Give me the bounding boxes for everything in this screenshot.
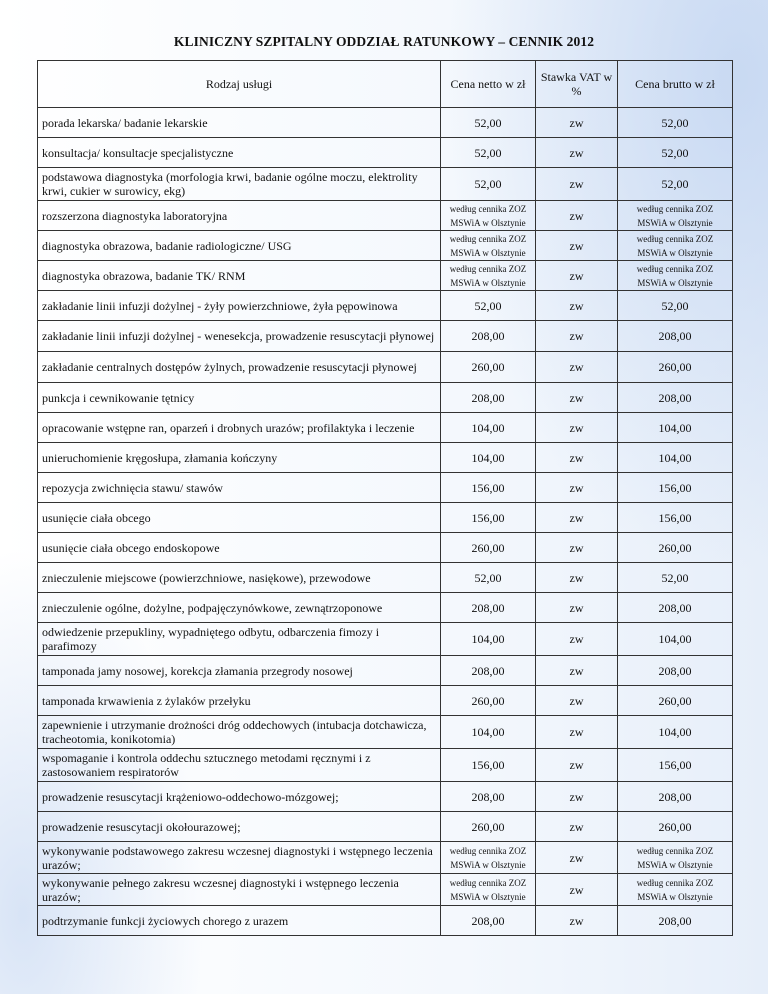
table-row xyxy=(38,138,733,168)
table-row xyxy=(38,291,733,321)
header-net-price: Cena netto w zł xyxy=(441,61,536,108)
vat-rate: zw xyxy=(536,261,618,291)
vat-rate: zw xyxy=(536,108,618,138)
vat-rate: zw xyxy=(536,749,618,782)
service-name: prowadzenie resuscytacji okołourazowej; xyxy=(38,812,441,842)
vat-rate: zw xyxy=(536,383,618,413)
gross-price: 260,00 xyxy=(618,352,733,383)
table-row xyxy=(38,874,733,906)
table-row xyxy=(38,812,733,842)
gross-price: według cennika ZOZ MSWiA w Olsztynie xyxy=(618,842,733,874)
table-row xyxy=(38,716,733,749)
gross-price: 208,00 xyxy=(618,906,733,936)
gross-price: według cennika ZOZ MSWiA w Olsztynie xyxy=(618,874,733,906)
vat-rate: zw xyxy=(536,473,618,503)
table-row xyxy=(38,906,733,936)
gross-price: 156,00 xyxy=(618,473,733,503)
header-gross-price: Cena brutto w zł xyxy=(618,61,733,108)
net-price: 156,00 xyxy=(441,503,536,533)
service-name: opracowanie wstępne ran, oparzeń i drobnych urazów; profilaktyka i leczenie xyxy=(38,413,441,443)
vat-rate: zw xyxy=(536,291,618,321)
net-price: 260,00 xyxy=(441,812,536,842)
vat-rate: zw xyxy=(536,623,618,656)
gross-price: 208,00 xyxy=(618,383,733,413)
table-header-row xyxy=(38,61,733,108)
net-price: 52,00 xyxy=(441,291,536,321)
table-row xyxy=(38,623,733,656)
table-row xyxy=(38,383,733,413)
table-row xyxy=(38,593,733,623)
gross-price: 156,00 xyxy=(618,749,733,782)
service-name: tamponada jamy nosowej, korekcja złamania przegrody nosowej xyxy=(38,656,441,686)
net-price: według cennika ZOZ MSWiA w Olsztynie xyxy=(441,261,536,291)
gross-price: 52,00 xyxy=(618,138,733,168)
header-vat-rate: Stawka VAT w % xyxy=(536,61,618,108)
vat-rate: zw xyxy=(536,201,618,231)
net-price: 208,00 xyxy=(441,321,536,352)
vat-rate: zw xyxy=(536,906,618,936)
net-price: 52,00 xyxy=(441,563,536,593)
net-price: 104,00 xyxy=(441,413,536,443)
gross-price: 208,00 xyxy=(618,782,733,812)
net-price: 52,00 xyxy=(441,108,536,138)
net-price: 208,00 xyxy=(441,782,536,812)
table-row xyxy=(38,686,733,716)
net-price: 208,00 xyxy=(441,656,536,686)
vat-rate: zw xyxy=(536,443,618,473)
service-name: znieczulenie miejscowe (powierzchniowe, nasiękowe), przewodowe xyxy=(38,563,441,593)
service-name: diagnostyka obrazowa, badanie TK/ RNM xyxy=(38,261,441,291)
service-name: zapewnienie i utrzymanie drożności dróg oddechowych (intubacja dotchawicza, tracheotomia, konikotomia) xyxy=(38,716,441,749)
service-name: znieczulenie ogólne, dożylne, podpajęczynówkowe, zewnątrzoponowe xyxy=(38,593,441,623)
service-name: repozycja zwichnięcia stawu/ stawów xyxy=(38,473,441,503)
net-price: 52,00 xyxy=(441,168,536,201)
service-name: odwiedzenie przepukliny, wypadniętego odbytu, odbarczenia fimozy i parafimozy xyxy=(38,623,441,656)
table-row xyxy=(38,261,733,291)
vat-rate: zw xyxy=(536,874,618,906)
price-table xyxy=(37,60,733,936)
table-row xyxy=(38,563,733,593)
net-price: 52,00 xyxy=(441,138,536,168)
table-row xyxy=(38,168,733,201)
net-price: według cennika ZOZ MSWiA w Olsztynie xyxy=(441,874,536,906)
table-row xyxy=(38,473,733,503)
gross-price: 52,00 xyxy=(618,168,733,201)
service-name: podtrzymanie funkcji życiowych chorego z urazem xyxy=(38,906,441,936)
table-row xyxy=(38,656,733,686)
gross-price: 104,00 xyxy=(618,413,733,443)
service-name: podstawowa diagnostyka (morfologia krwi, badanie ogólne moczu, elektrolity krwi, cukier w surowicy, ekg) xyxy=(38,168,441,201)
table-row xyxy=(38,108,733,138)
service-name: zakładanie centralnych dostępów żylnych, prowadzenie resuscytacji płynowej xyxy=(38,352,441,383)
service-name: wykonywanie pełnego zakresu wczesnej diagnostyki i wstępnego leczenia urazów; xyxy=(38,874,441,906)
service-name: tamponada krwawienia z żylaków przełyku xyxy=(38,686,441,716)
service-name: rozszerzona diagnostyka laboratoryjna xyxy=(38,201,441,231)
service-name: usunięcie ciała obcego xyxy=(38,503,441,533)
vat-rate: zw xyxy=(536,656,618,686)
net-price: według cennika ZOZ MSWiA w Olsztynie xyxy=(441,201,536,231)
net-price: 260,00 xyxy=(441,533,536,563)
vat-rate: zw xyxy=(536,782,618,812)
vat-rate: zw xyxy=(536,138,618,168)
vat-rate: zw xyxy=(536,533,618,563)
gross-price: 260,00 xyxy=(618,686,733,716)
gross-price: 52,00 xyxy=(618,563,733,593)
net-price: 104,00 xyxy=(441,623,536,656)
service-name: zakładanie linii infuzji dożylnej - wenesekcja, prowadzenie resuscytacji płynowej xyxy=(38,321,441,352)
net-price: 104,00 xyxy=(441,443,536,473)
gross-price: według cennika ZOZ MSWiA w Olsztynie xyxy=(618,201,733,231)
gross-price: 208,00 xyxy=(618,656,733,686)
gross-price: 208,00 xyxy=(618,593,733,623)
service-name: punkcja i cewnikowanie tętnicy xyxy=(38,383,441,413)
service-name: wykonywanie podstawowego zakresu wczesnej diagnostyki i wstępnego leczenia urazów; xyxy=(38,842,441,874)
net-price: 208,00 xyxy=(441,383,536,413)
table-row xyxy=(38,231,733,261)
table-row xyxy=(38,413,733,443)
net-price: 208,00 xyxy=(441,906,536,936)
service-name: diagnostyka obrazowa, badanie radiologiczne/ USG xyxy=(38,231,441,261)
service-name: unieruchomienie kręgosłupa, złamania kończyny xyxy=(38,443,441,473)
gross-price: 104,00 xyxy=(618,716,733,749)
net-price: 260,00 xyxy=(441,686,536,716)
table-row xyxy=(38,321,733,352)
net-price: według cennika ZOZ MSWiA w Olsztynie xyxy=(441,842,536,874)
table-row xyxy=(38,749,733,782)
gross-price: 260,00 xyxy=(618,533,733,563)
vat-rate: zw xyxy=(536,352,618,383)
service-name: wspomaganie i kontrola oddechu sztucznego metodami ręcznymi i z zastosowaniem respiratorów xyxy=(38,749,441,782)
table-row xyxy=(38,842,733,874)
table-row xyxy=(38,352,733,383)
vat-rate: zw xyxy=(536,842,618,874)
header-service: Rodzaj usługi xyxy=(38,61,441,108)
net-price: 260,00 xyxy=(441,352,536,383)
vat-rate: zw xyxy=(536,503,618,533)
service-name: zakładanie linii infuzji dożylnej - żyły powierzchniowe, żyła pępowinowa xyxy=(38,291,441,321)
vat-rate: zw xyxy=(536,168,618,201)
vat-rate: zw xyxy=(536,593,618,623)
gross-price: 52,00 xyxy=(618,291,733,321)
net-price: 156,00 xyxy=(441,473,536,503)
table-row xyxy=(38,782,733,812)
service-name: porada lekarska/ badanie lekarskie xyxy=(38,108,441,138)
vat-rate: zw xyxy=(536,812,618,842)
net-price: 156,00 xyxy=(441,749,536,782)
net-price: 104,00 xyxy=(441,716,536,749)
gross-price: 208,00 xyxy=(618,321,733,352)
table-row xyxy=(38,443,733,473)
gross-price: 104,00 xyxy=(618,443,733,473)
table-row xyxy=(38,533,733,563)
gross-price: 52,00 xyxy=(618,108,733,138)
service-name: konsultacja/ konsultacje specjalistyczne xyxy=(38,138,441,168)
net-price: według cennika ZOZ MSWiA w Olsztynie xyxy=(441,231,536,261)
vat-rate: zw xyxy=(536,563,618,593)
service-name: usunięcie ciała obcego endoskopowe xyxy=(38,533,441,563)
vat-rate: zw xyxy=(536,413,618,443)
service-name: prowadzenie resuscytacji krążeniowo-oddechowo-mózgowej; xyxy=(38,782,441,812)
vat-rate: zw xyxy=(536,716,618,749)
net-price: 208,00 xyxy=(441,593,536,623)
table-row xyxy=(38,201,733,231)
page-title: KLINICZNY SZPITALNY ODDZIAŁ RATUNKOWY – CENNIK 2012 xyxy=(173,34,595,49)
vat-rate: zw xyxy=(536,686,618,716)
vat-rate: zw xyxy=(536,321,618,352)
vat-rate: zw xyxy=(536,231,618,261)
gross-price: 260,00 xyxy=(618,812,733,842)
table-row xyxy=(38,503,733,533)
gross-price: według cennika ZOZ MSWiA w Olsztynie xyxy=(618,231,733,261)
gross-price: według cennika ZOZ MSWiA w Olsztynie xyxy=(618,261,733,291)
gross-price: 156,00 xyxy=(618,503,733,533)
gross-price: 104,00 xyxy=(618,623,733,656)
